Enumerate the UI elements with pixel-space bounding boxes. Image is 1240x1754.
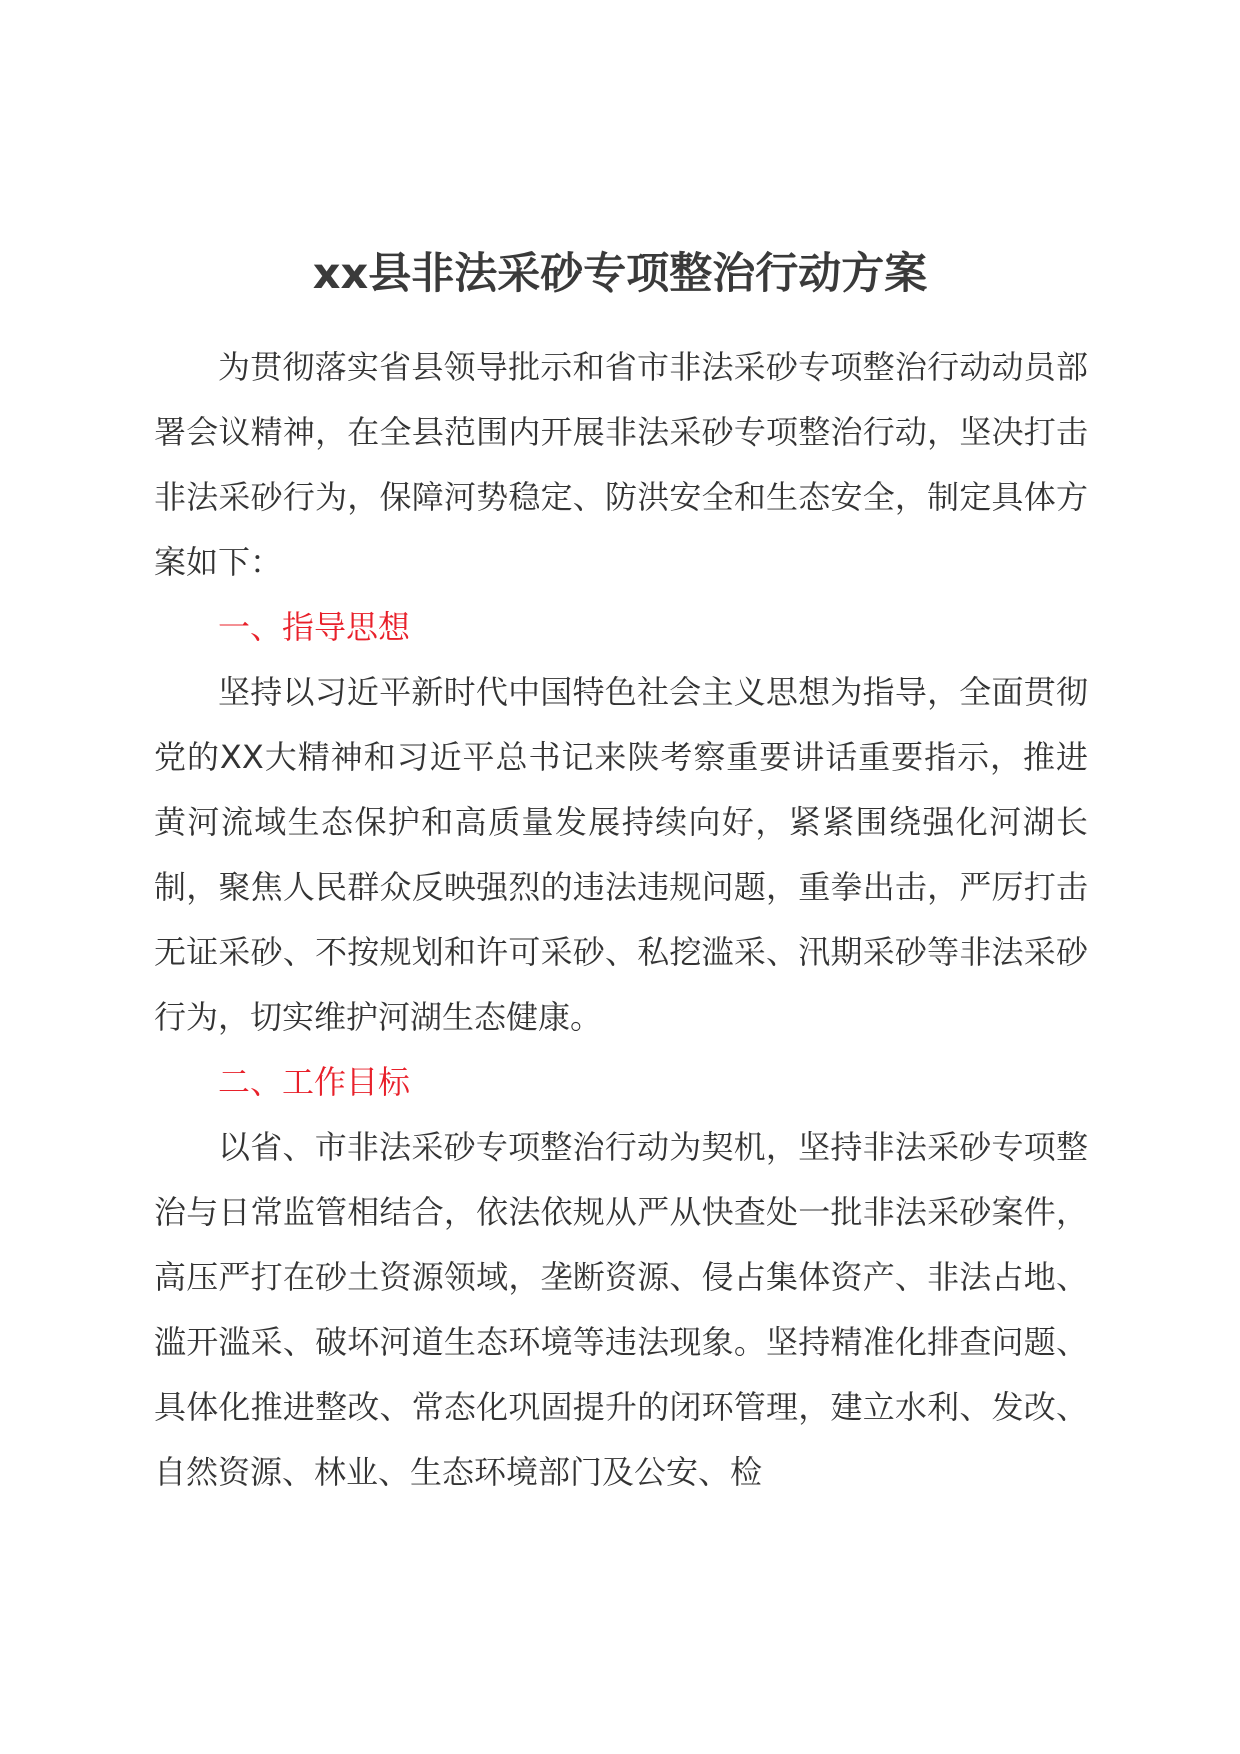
document-body (154, 335, 1088, 1505)
section-heading-guiding-ideology: 一、指导思想 (218, 608, 411, 646)
section-heading-work-goals: 二、工作目标 (218, 1063, 411, 1101)
document-title: xx县非法采砂专项整治行动方案 (312, 249, 928, 299)
section-body-guiding-ideology: 坚持以习近平新时代中国特色社会主义思想为指导，全面贯彻党的XX大精神和习近平总书记来陕考察重要讲话重要指示，推进黄河流域生态保护和高质量发展持续向好，紧紧围绕强化河湖长制，聚焦人民群众反映强烈的违法违规问题，重拳出击，严厉打击无证采砂、不按规划和许可采砂、私挖滥采、汛期采砂等非法采砂行为，切实维护河湖生态健康。 (154, 673, 1088, 1036)
section-body-work-goals: 以省、市非法采砂专项整治行动为契机，坚持非法采砂专项整治与日常监管相结合，依法依规从严从快查处一批非法采砂案件，高压严打在砂土资源领域，垄断资源、侵占集体资产、非法占地、滥开滥采、破坏河道生态环境等违法现象。坚持精准化排查问题、具体化推进整改、常态化巩固提升的闭环管理，建立水利、发改、自然资源、林业、生态环境部门及公安、检 (154, 1128, 1088, 1491)
intro-paragraph: 为贯彻落实省县领导批示和省市非法采砂专项整治行动动员部署会议精神，在全县范围内开展非法采砂专项整治行动，坚决打击非法采砂行为，保障河势稳定、防洪安全和生态安全，制定具体方案如下： (154, 348, 1088, 581)
